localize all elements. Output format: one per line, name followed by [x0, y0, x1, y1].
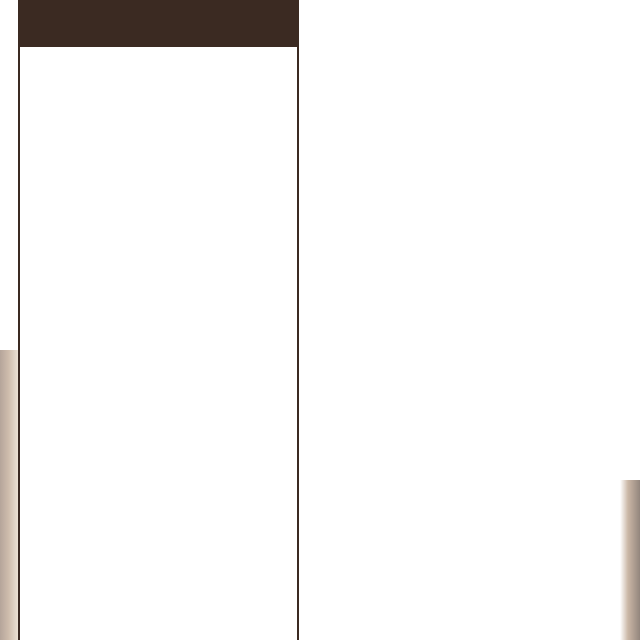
spacer [310, 0, 640, 20]
product-info-text [310, 0, 640, 20]
chocolate-bar-edge-right [620, 480, 640, 640]
chocolate-bar-edge-left [0, 350, 18, 640]
nutrition-facts-title [20, 0, 297, 47]
nutrition-facts-label [18, 0, 299, 640]
